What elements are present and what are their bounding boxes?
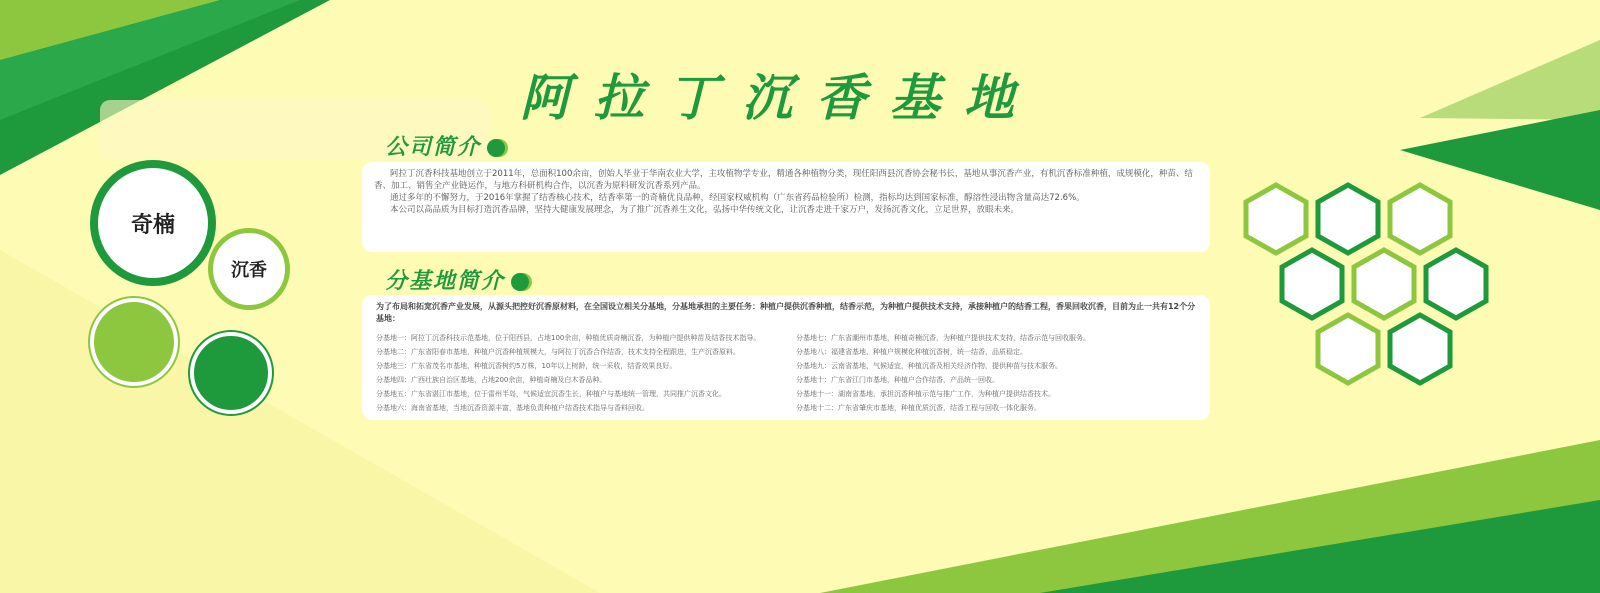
badge-qinan-label: 奇楠 (130, 212, 175, 238)
company-paragraph: 通过多年的不懈努力，于2016年掌握了结香核心技术，结香率第一的奇楠优良品种，经国家权威机构（广东省药品检验所）检测，指标均达到国家标准，醇溶性浸出物含量高达72.6%。 (390, 193, 1085, 203)
company-heading (385, 130, 505, 161)
branch-item: 分基地一：阿拉丁沉香科技示范基地，位于阳西县，占地100余亩，种植优质奇楠沉香，为种植户提供种苗及结香技术指导。 (376, 334, 761, 342)
branch-item: 分基地六：海南省基地，当地沉香资源丰富，基地负责种植户结香技术指导与香料回收。 (376, 404, 649, 412)
hex-cell (1246, 185, 1306, 253)
hex-cell (1354, 250, 1414, 318)
branches-heading (385, 264, 529, 295)
branches-intro: 为了布局和拓宽沉香产业发展，从源头把控好沉香原材料，在全国设立相关分基地，分基地承担的主要任务：种植户提供沉香种植，结香示范，为种植户提供技术支持，承接种植户的结香工程，香果回收沉香，目前为止一共有12个分基地： (376, 302, 1196, 323)
badge-chenxiang (208, 228, 290, 310)
hex-cell (1390, 185, 1450, 253)
company-heading-text: 公司简介 (385, 135, 482, 160)
branch-item: 分基地八：福建省基地，种植户规模化种植沉香树，统一结香，品质稳定。 (796, 348, 1027, 356)
page-title: 阿拉丁沉香基地 (520, 69, 1038, 127)
hex-cell (1318, 185, 1378, 253)
hex-cell (1390, 315, 1450, 383)
badge-qinan (90, 160, 216, 286)
company-paragraph: 本公司以高品质为目标打造沉香品牌，坚持大健康发展理念，为了推广沉香养生文化，弘扬中华传统文化，让沉香走进千家万户，发扬沉香文化，立足世界，放眼未来。 (390, 205, 1020, 215)
honeycomb-decoration (1240, 180, 1540, 410)
branches-left-column (376, 333, 776, 417)
branch-item: 分基地四：广西壮族自治区基地，占地200余亩，种植奇楠及白木香品种。 (376, 376, 607, 384)
branch-item: 分基地十一：湖南省基地，承担沉香种植示范与推广工作，为种植户提供结香技术。 (796, 390, 1055, 398)
hex-cell (1282, 250, 1342, 318)
heading-dot-icon (487, 139, 505, 157)
branch-item: 分基地十二：广东省肇庆市基地，种植优质沉香，结香工程与回收一体化服务。 (796, 404, 1041, 412)
company-paragraph: 阿拉丁沉香科技基地创立于2011年，总面积100余亩，创始人毕业于华南农业大学，主攻植物学专业，精通各种植物分类，现任阳西县沉香协会秘书长，基地从事沉香产业，有机沉香标准种植，成规模化，种苗、结香、加工、销售全产业链运作，与地方科研机构合作，以沉香为原料研发沉香系列产品。 (374, 169, 1193, 191)
branch-item: 分基地七：广东省潮州市基地，种植奇楠沉香，为种植户提供技术支持，结香示范与回收服务。 (796, 334, 1090, 342)
branch-item: 分基地二：广东省阳春市基地，种植户沉香种植规模大，与阿拉丁沉香合作结香，技术支持全程跟进，生产沉香原料。 (376, 348, 740, 356)
branches-panel (362, 295, 1210, 420)
branch-item: 分基地三：广东省茂名市基地，种植沉香树约5万株，10年以上树龄，统一采收，结香效果良好。 (376, 362, 677, 370)
decor-circle-light (90, 298, 178, 386)
branch-item: 分基地五：广东省湛江市基地，位于雷州半岛，气候适宜沉香生长，种植户与基地统一管理，共同推广沉香文化。 (376, 390, 726, 398)
branch-item: 分基地九：云南省基地，气候适宜，种植沉香及相关经济作物，提供种苗与技术服务。 (796, 362, 1062, 370)
company-panel (362, 162, 1210, 252)
branches-heading-text: 分基地简介 (385, 269, 506, 294)
hex-cell (1318, 315, 1378, 383)
branch-item: 分基地十：广东省江门市基地，种植户合作结香，产品统一回收。 (796, 376, 999, 384)
badge-chenxiang-label: 沉香 (231, 260, 267, 281)
hex-cell (1426, 250, 1486, 318)
decor-circle-dark (190, 332, 272, 414)
branches-right-column (796, 333, 1196, 417)
heading-dot-icon (511, 273, 529, 291)
